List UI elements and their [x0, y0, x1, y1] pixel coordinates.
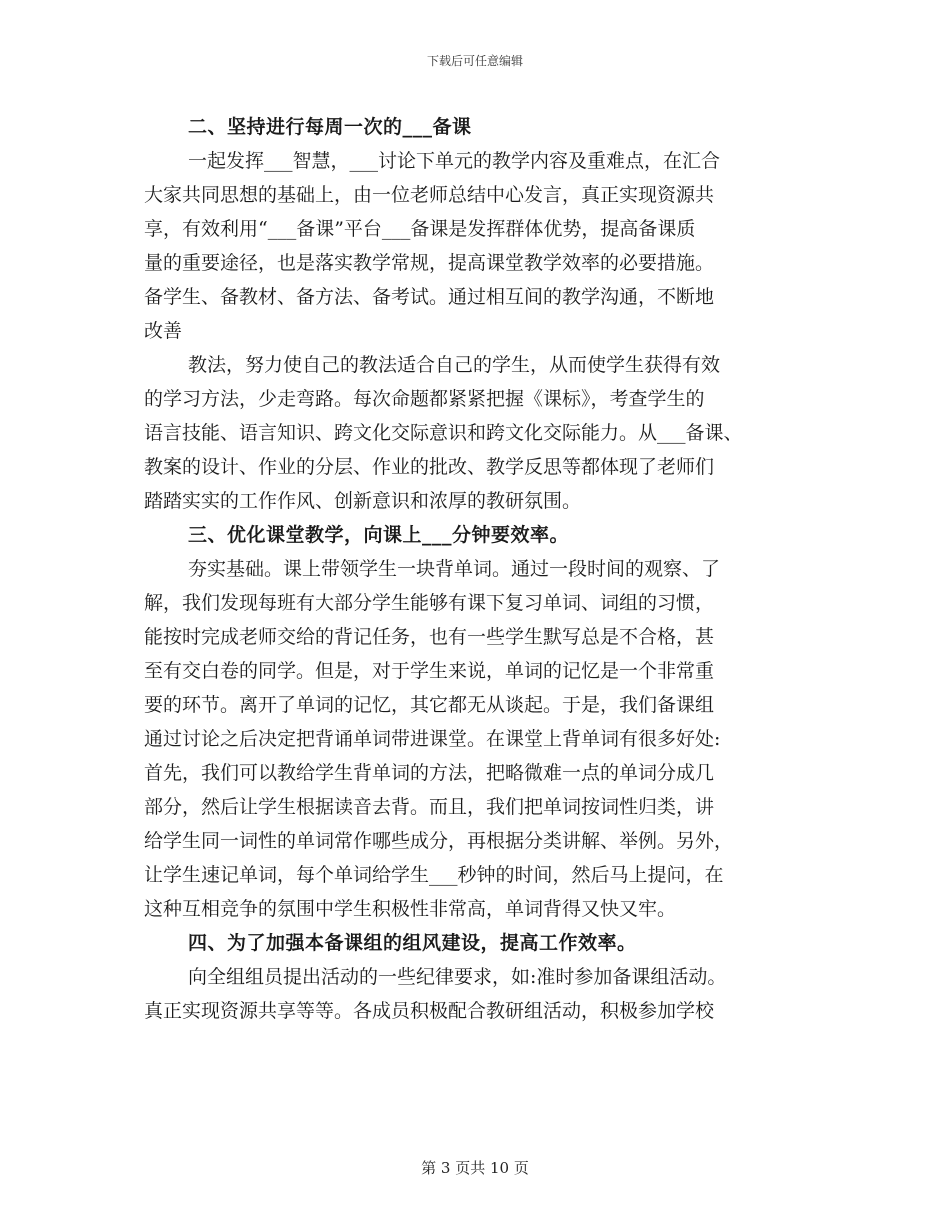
paragraph-line: 要的环节。离开了单词的记忆，其它都无从谈起。于是，我们备课组 [144, 694, 715, 716]
paragraph-line: 向全组组员提出活动的一些纪律要求，如:准时参加备课组活动。 [188, 966, 727, 988]
paragraph-line: 至有交白卷的同学。但是，对于学生来说，单词的记忆是一个非常重 [144, 660, 715, 682]
paragraph-line: 语言技能、语言知识、跨文化交际意识和跨文化交际能力。从___备课、 [144, 422, 743, 444]
section-heading: 二、坚持进行每周一次的___备课 [188, 116, 472, 138]
paragraph-line: 给学生同一词性的单词常作哪些成分，再根据分类讲解、举例。另外， [144, 830, 734, 852]
paragraph-line: 能按时完成老师交给的背记任务，也有一些学生默写总是不合格，甚 [144, 626, 715, 648]
page-header: 下载后可任意编辑 [426, 54, 523, 68]
document-body [144, 110, 810, 1028]
paragraph-line: 量的重要途径，也是落实教学常规，提高课堂教学效率的必要措施。 [144, 252, 715, 274]
paragraph-line: 这种互相竞争的氛围中学生积极性非常高，单词背得又快又牢。 [144, 898, 677, 920]
section-heading: 三、优化课堂教学，向课上___分钟要效率。 [188, 524, 570, 546]
paragraph-line: 夯实基础。课上带领学生一块背单词。通过一段时间的观察、了 [188, 558, 721, 580]
page-footer: 第 3 页共 10 页 [421, 1159, 529, 1177]
paragraph-line: 大家共同思想的基础上，由一位老师总结中心发言，真正实现资源共 [144, 184, 715, 206]
paragraph-line: 首先，我们可以教给学生背单词的方法，把略微难一点的单词分成几 [144, 762, 715, 784]
paragraph-line: 让学生速记单词，每个单词给学生___秒钟的时间，然后马上提问，在 [144, 864, 724, 886]
paragraph-line: 教法，努力使自己的教法适合自己的学生，从而使学生获得有效 [188, 354, 721, 376]
paragraph-line: 改善 [144, 320, 183, 342]
paragraph-line: 备学生、备教材、备方法、备考试。通过相互间的教学沟通，不断地 [144, 286, 715, 308]
paragraph-line: 踏踏实实的工作作风、创新意识和浓厚的教研氛围。 [144, 490, 582, 512]
paragraph-line: 真正实现资源共享等等。各成员积极配合教研组活动，积极参加学校 [144, 1000, 715, 1022]
paragraph-line: 部分，然后让学生根据读音去背。而且，我们把单词按词性归类，讲 [144, 796, 715, 818]
paragraph-line: 的学习方法，少走弯路。每次命题都紧紧把握《课标》，考查学生的 [144, 388, 705, 410]
paragraph-line: 教案的设计、作业的分层、作业的批改、教学反思等都体现了老师们 [144, 456, 715, 478]
section-heading: 四、为了加强本备课组的组风建设，提高工作效率。 [188, 932, 637, 954]
paragraph-line: 一起发挥___智慧，___讨论下单元的教学内容及重难点，在汇合 [188, 150, 721, 172]
paragraph-line: 通过讨论之后决定把背诵单词带进课堂。在课堂上背单词有很多好处: [144, 728, 721, 750]
paragraph-line: 解，我们发现每班有大部分学生能够有课下复习单词、词组的习惯， [144, 592, 715, 614]
paragraph-line: 享，有效利用“___备课”平台___备课是发挥群体优势，提高备课质 [144, 218, 696, 240]
